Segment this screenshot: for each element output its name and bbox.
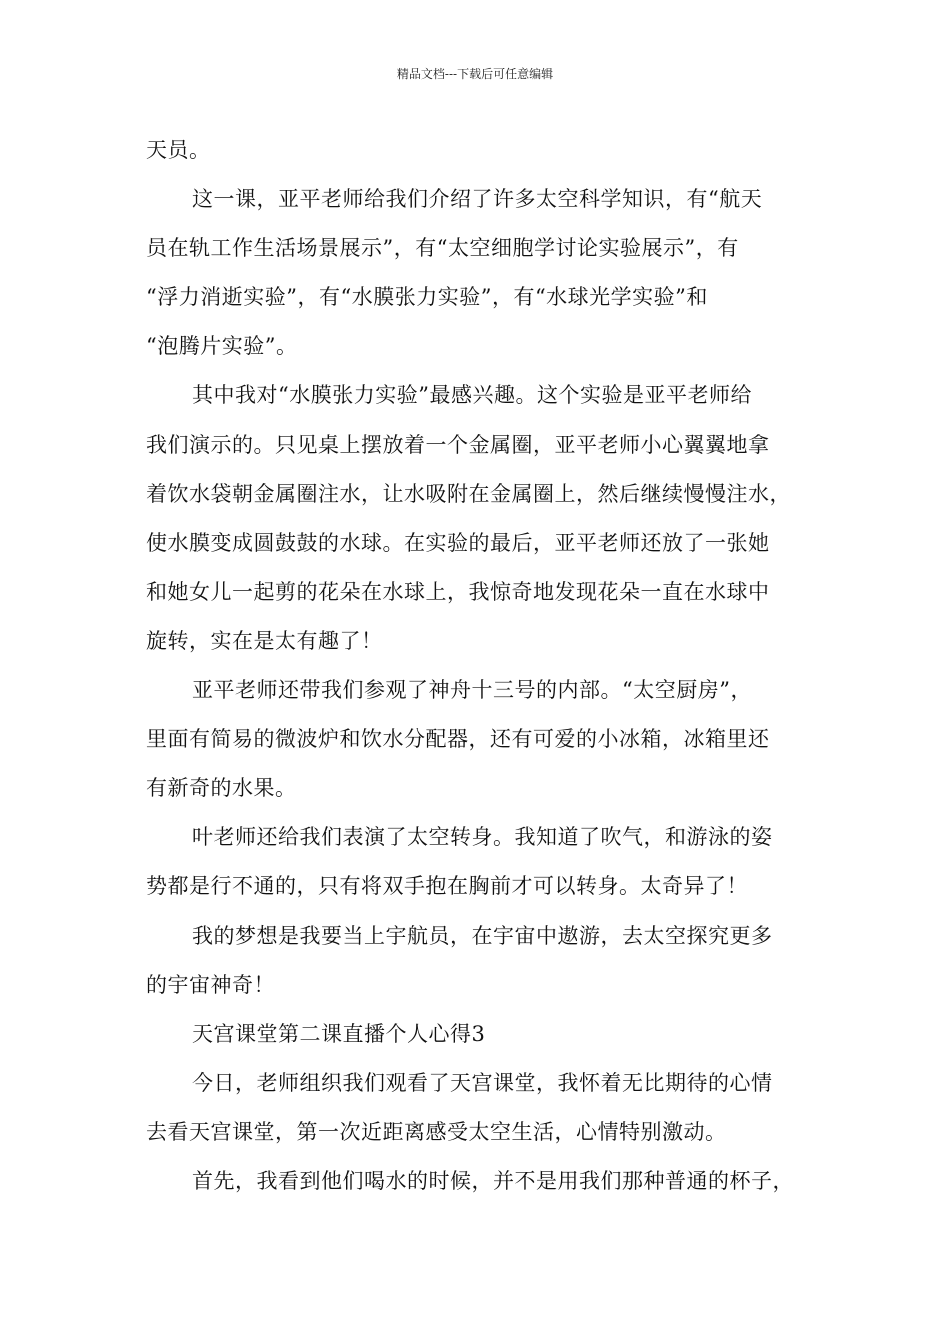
text-line: 有新奇的水果。 (146, 776, 297, 801)
text-line: 其中我对“水膜张力实验”最感兴趣。这个实验是亚平老师给 (192, 383, 752, 408)
text-line: 里面有简易的微波炉和饮水分配器，还有可爱的小冰箱，冰箱里还 (146, 727, 770, 752)
text-line: 使水膜变成圆鼓鼓的水球。在实验的最后，亚平老师还放了一张她 (146, 530, 770, 555)
document-body (146, 130, 826, 1210)
text-line: 天员。 (146, 138, 211, 162)
text-line: 员在轨工作生活场景展示”，有“太空细胞学讨论实验展示”，有 (146, 236, 739, 261)
text-line: 着饮水袋朝金属圈注水，让水吸附在金属圈上，然后继续慢慢注水， (146, 481, 791, 506)
text-line: 首先，我看到他们喝水的时候，并不是用我们那种普通的杯子， (192, 1168, 794, 1193)
text-line: 去看天宫课堂，第一次近距离感受太空生活，心情特别激动。 (146, 1119, 727, 1144)
text-line: “泡腾片实验”。 (146, 334, 298, 359)
text-line: 和她女儿一起剪的花朵在水球上，我惊奇地发现花朵一直在水球中 (146, 579, 770, 604)
page-header: 精品文档---下载后可任意编辑 (396, 67, 554, 81)
text-line: 这一课，亚平老师给我们介绍了许多太空科学知识，有“航天 (192, 187, 763, 212)
text-line: 我们演示的。只见桌上摆放着一个金属圈，亚平老师小心翼翼地拿 (146, 432, 770, 457)
text-line: 的宇宙神奇！ (146, 972, 275, 997)
text-line: 势都是行不通的，只有将双手抱在胸前才可以转身。太奇异了！ (146, 874, 748, 899)
text-line: 叶老师还给我们表演了太空转身。我知道了吹气，和游泳的姿 (192, 825, 773, 850)
text-line: 我的梦想是我要当上宇航员，在宇宙中遨游，去太空探究更多 (192, 923, 773, 948)
text-line: “浮力消逝实验”，有“水膜张力实验”，有“水球光学实验”和 (146, 285, 708, 310)
text-line: 旋转，实在是太有趣了！ (146, 628, 383, 653)
text-line: 天宫课堂第二课直播个人心得3 (192, 1021, 486, 1046)
text-line: 今日，老师组织我们观看了天宫课堂，我怀着无比期待的心情 (192, 1070, 773, 1095)
text-line: 亚平老师还带我们参观了神舟十三号的内部。“太空厨房”， (192, 678, 752, 703)
